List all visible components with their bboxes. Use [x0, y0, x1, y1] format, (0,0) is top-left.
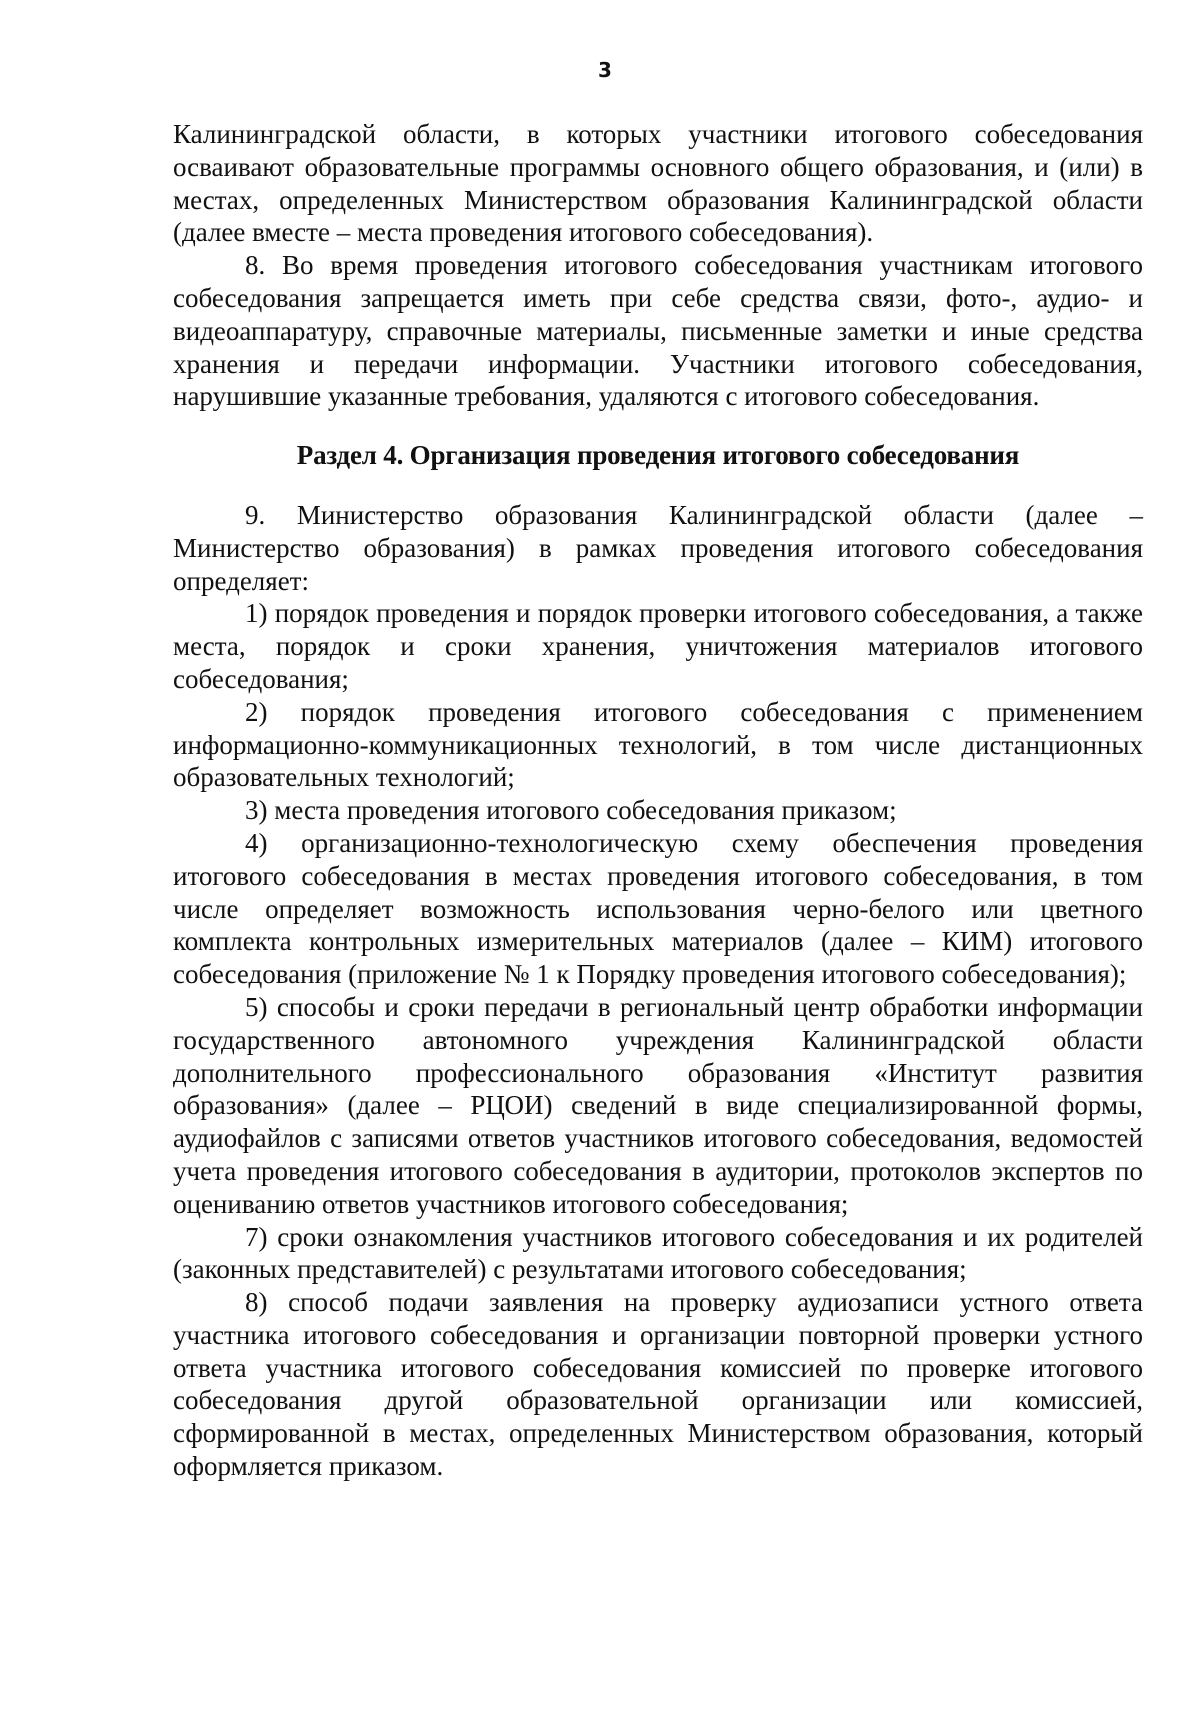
list-item-3: 3) места проведения итогового собеседования приказом;: [245, 795, 897, 826]
page-number: 3: [598, 58, 612, 82]
list-item-1: 1) порядок проведения и порядок проверки итогового собеседования, а также места, порядок и сроки хранения, уничтожения материалов итогового собеседования;: [173, 598, 1143, 694]
section-heading: Раздел 4. Организация проведения итогового собеседования: [296, 440, 1020, 471]
list-item-8: 8) способ подачи заявления на проверку аудиозаписи устного ответа участника итогового собеседования и организации повторной проверки устного ответа участника итогового собеседования комиссией по проверке итогового собеседования другой образовательной организации или комиссией, сформированной в местах, определенных Министерством образования, который оформляется приказом.: [173, 1287, 1143, 1482]
list-item-7: 7) сроки ознакомления участников итогового собеседования и их родителей (законных представителей) с результатами итогового собеседования;: [173, 1221, 1143, 1285]
list-item-4: 4) организационно-технологическую схему обеспечения проведения итогового собеседования в местах проведения итогового собеседования, в том числе определяет возможность использования черно-белого или цветного комплекта контрольных измерительных материалов (далее – КИМ) итогового собеседования (приложение № 1 к Порядку проведения итогового собеседования);: [173, 827, 1143, 990]
list-item-5: 5) способы и сроки передачи в региональный центр обработки информации государственного автономного учреждения Калининградской области дополнительного профессионального образования «Институт развития образования» (далее – РЦОИ) сведений в виде специализированной формы, аудиофайлов с записями ответов участников итогового собеседования, ведомостей учета проведения итогового собеседования в аудитории, протоколов экспертов по оцениванию ответов участников итогового собеседования;: [173, 991, 1143, 1219]
paragraph-continuation: Калининградской области, в которых участники итогового собеседования осваивают образовательные программы основного общего образования, и (или) в местах, определенных Министерством образования Калининградской области (далее вместе – места проведения итогового собеседования).: [173, 119, 1143, 248]
paragraph-item-8: 8. Во время проведения итогового собеседования участникам итогового собеседования запрещается иметь при себе средства связи, фото-, аудио- и видеоаппаратуру, справочные материалы, письменные заметки и иные средства хранения и передачи информации. Участники итогового собеседования, нарушившие указанные требования, удаляются с итогового собеседования.: [173, 250, 1143, 412]
list-item-2: 2) порядок проведения итогового собеседования с применением информационно-коммуникационных технологий, в том числе дистанционных образовательных технологий;: [173, 696, 1143, 793]
paragraph-item-9: 9. Министерство образования Калининградской области (далее – Министерство образования) в рамках проведения итогового собеседования определяет:: [173, 499, 1143, 596]
document-body: [173, 118, 1143, 1483]
